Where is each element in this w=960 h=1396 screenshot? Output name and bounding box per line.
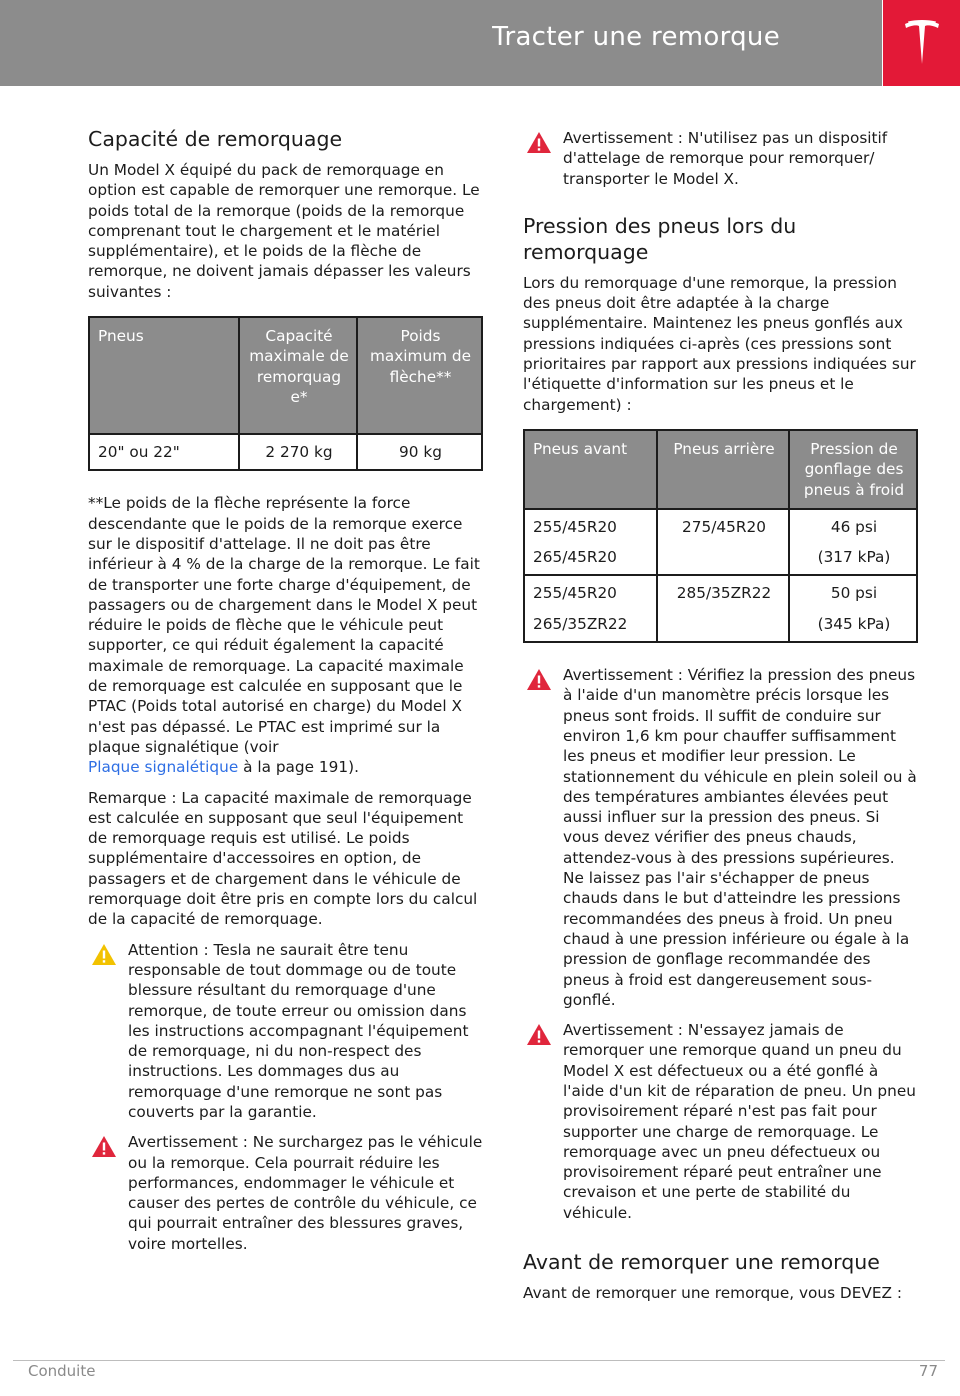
caution-text: Attention : Tesla ne saurait être tenu responsable de tout dommage ou de toute blessure résultant du remorquage d'une remorque, de toute erreur ou omission dans les instructions accompagnant l'équipement de remorquage, ni du non-respect des instructions. Les dommages dus au remorquage d'une remorque ne sont pas couverts par la garantie. (128, 940, 469, 1121)
table-cell (524, 575, 657, 642)
warning-triangle-icon (526, 668, 552, 691)
pressure-psi: 50 psi (830, 584, 878, 603)
before-towing-heading: Avant de remorquer une remorque (523, 1250, 880, 1275)
table-header: Pneus (89, 317, 239, 434)
footer-section: Conduite (28, 1362, 96, 1380)
table-header: Pression de gonflage des pneus à froid (789, 430, 917, 509)
table-cell (789, 575, 917, 642)
tire-pressure-table (523, 429, 918, 643)
footnote-page-ref: à la page 191). (238, 758, 359, 777)
warning-text: Avertissement : N'utilisez pas un dispositif d'attelage de remorque pour remorquer/ transporter le Model X. (563, 129, 888, 188)
warning-triangle-icon (91, 1135, 117, 1158)
warning-notice (523, 1020, 919, 1223)
towing-intro: Un Model X équipé du pack de remorquage en option est capable de remorquer une remorque. Le poids total de la remorque (poids de la remorque comprenant tout le chargement et le matériel supplémentaire), et le poids de la flèche de remorque, ne doivent jamais dépasser les valeurs suivantes : (88, 161, 480, 301)
table-cell: 275/45R20 (657, 509, 789, 576)
tesla-logo (883, 0, 960, 86)
table-header: Poids maximum de flèche** (357, 317, 482, 434)
table-header: Pneus arrière (657, 430, 789, 509)
caution-triangle-icon (91, 943, 117, 966)
footer-divider (13, 1360, 945, 1361)
warning-text: Avertissement : Vérifiez la pression des pneus à l'aide d'un manomètre précis lorsque les pneus sont froids. Il suffit de conduire sur environ 1,6 km pour chauffer suffisamment les pneus et modifier leur pression. Le stationnement du véhicule en plein soleil ou à des températures ambiantes élevées peut aussi influer sur la pression des pneus. Si vous devez vérifier des pneus chauds, attendez-vous à des pressions supérieures. Ne laissez pas l'air s'échapper de pneus chauds dans le but d'atteindre les pressions recommandées des pneus à froid. Un pneu chaud à une pression inférieure ou égale à la pression de gonflage recommandée des pneus à froid est dangereusement sous-gonflé. (563, 666, 917, 1009)
pressure-psi: 46 psi (830, 517, 878, 536)
tire-pressure-intro: Lors du remorquage d'une remorque, la pression des pneus doit être adaptée à la charge supplémentaire. Maintenez les pneus gonflés aux pressions indiquées ci-après (ces pressions sont prioritaires par rapport aux pressions indiquées sur l'étiquette d'information sur les pneus et le chargement) : (523, 273, 916, 414)
table-cell: 90 kg (357, 434, 482, 470)
table-cell: 285/35ZR22 (657, 575, 789, 642)
table-cell: 20" ou 22" (89, 434, 239, 470)
table-header: Pneus avant (524, 430, 657, 509)
caution-notice (88, 940, 484, 1123)
warning-text: Avertissement : Ne surchargez pas le véhicule ou la remorque. Cela pourrait réduire les performances, endommager le véhicule et causer des pertes de contrôle du véhicule, ce qui pourrait entraîner des blessures graves, voire mortelles. (128, 1133, 483, 1253)
left-column (88, 126, 484, 1264)
page-number: 77 (918, 1362, 938, 1380)
towing-capacity-heading: Capacité de remorquage (88, 127, 343, 151)
front-tire-size: 255/45R20 (533, 517, 617, 536)
page-title: Tracter une remorque (492, 22, 780, 52)
warning-notice (523, 128, 919, 189)
page-header (0, 0, 882, 86)
table-row (89, 434, 482, 470)
right-column (523, 128, 919, 1313)
warning-text: Avertissement : N'essayez jamais de remorquer une remorque quand un pneu du Model X est défectueux ou a été gonflé à l'aide d'un kit de réparation de pneu. Un pneu provisoirement réparé n'est pas fait pour supporter une charge de remorquage. Le remorquage avec un pneu défectueux ou provisoirement réparé peut entraîner une crevaison et une perte de stabilité du véhicule. (563, 1021, 916, 1222)
warning-notice (88, 1132, 484, 1254)
warning-triangle-icon (526, 1023, 552, 1046)
table-cell (524, 509, 657, 576)
table-row (524, 509, 917, 576)
table-header: Capacité maximale de remorquag e* (239, 317, 357, 434)
table-cell: 2 270 kg (239, 434, 357, 470)
remark-paragraph: Remarque : La capacité maximale de remorquage est calculée en supposant que seul l'équipement de remorquage requis est utilisé. Le poids supplémentaire d'accessoires en option, de passagers et de chargement dans le véhicule de remorquage doit être pris en compte lors du calcul de la capacité de remorquage. (88, 788, 478, 929)
table-row (524, 575, 917, 642)
data-plate-link[interactable]: Plaque signalétique (88, 758, 239, 777)
tesla-t-icon (904, 20, 940, 66)
before-towing-text: Avant de remorquer une remorque, vous DEVEZ : (523, 1284, 903, 1303)
front-tire-size: 265/35ZR22 (533, 614, 628, 633)
pressure-kpa: (317 kPa) (817, 548, 891, 567)
pressure-kpa: (345 kPa) (817, 614, 891, 633)
tire-pressure-heading: Pression des pneus lors du remorquage (523, 213, 797, 264)
table-cell (789, 509, 917, 576)
towing-capacity-table (88, 316, 483, 471)
warning-notice (523, 665, 919, 1010)
footnote-text: **Le poids de la flèche représente la force descendante que le poids de la remorque exerce sur le dispositif d'attelage. Il ne doit pas être inférieur à 4 % de la charge de la remorque. Le fait de transporter une forte charge d'équipement, de passagers ou de chargement dans le Model X peut réduire le poids de flèche que le véhicule peut supporter, ce qui réduit également la capacité maximale de remorquage. La capacité maximale de remorquage est calculée en supposant que le PTAC (Poids total autorisé en charge) du Model X n'est pas dépassé. Le PTAC est imprimé sur la plaque signalétique (voir (88, 494, 480, 756)
warning-triangle-icon (526, 131, 552, 154)
front-tire-size: 265/45R20 (533, 548, 617, 567)
tongue-weight-footnote (88, 493, 484, 777)
front-tire-size: 255/45R20 (533, 584, 617, 603)
